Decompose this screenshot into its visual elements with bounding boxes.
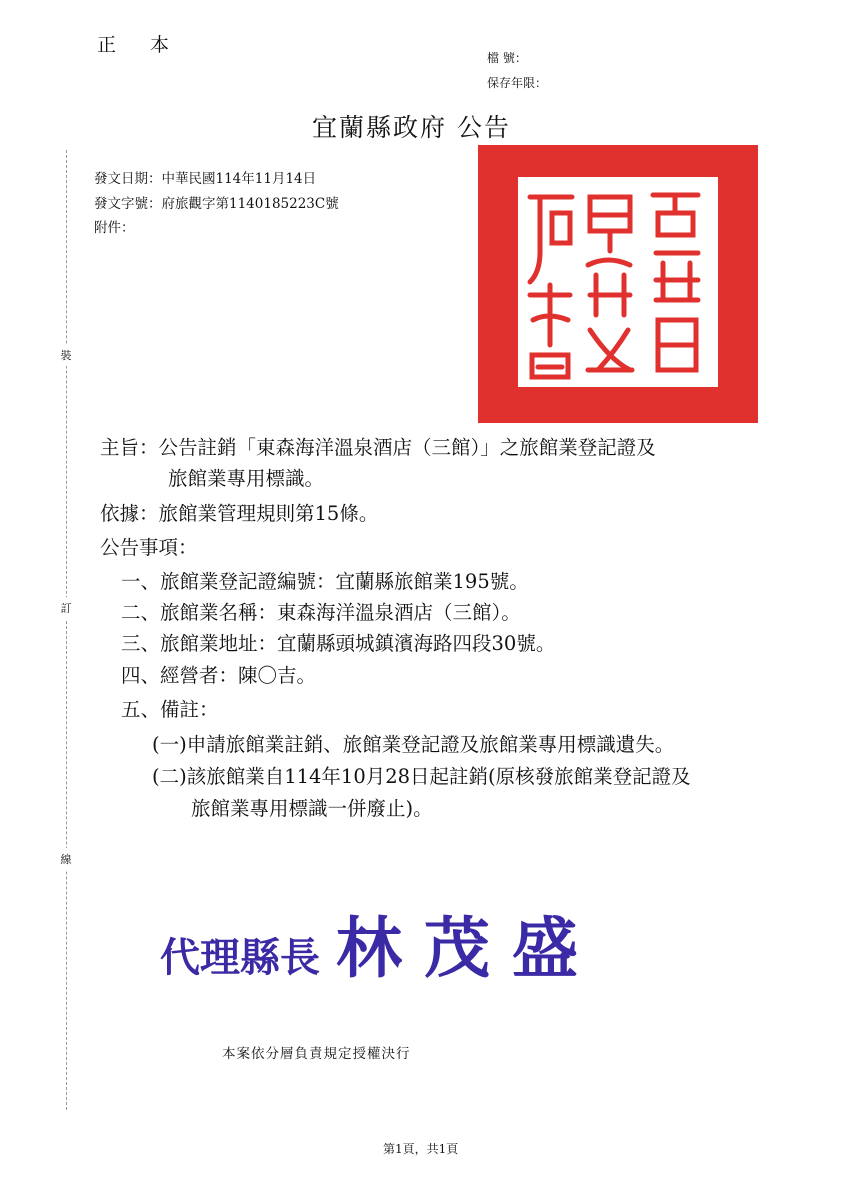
retention-period [487, 74, 547, 91]
list-item: 三、旅館業地址：宜蘭縣頭城鎮濱海路四段30號。 [121, 632, 556, 655]
document-title: 宜蘭縣政府 公告 [312, 113, 511, 142]
list-item: 五、備註： [121, 698, 219, 721]
file-number-label: 檔 號： [487, 51, 527, 65]
signature-title: 代理縣長 [160, 935, 320, 981]
list-item: 四、經營者：陳〇吉。 [121, 664, 317, 687]
basis: 依據：旅館業管理規則第15條。 [100, 502, 379, 525]
page-number: 第1頁，共1頁 [383, 1142, 459, 1156]
binding-mark-ding: 訂 [58, 597, 74, 619]
note-item: (二)該旅館業自114年10月28日起註銷(原核發旅館業登記證及 [152, 765, 691, 788]
attachment: 附件： [94, 220, 135, 236]
subject-line-2: 旅館業專用標識。 [168, 467, 325, 490]
signature-name: 林茂盛 [336, 910, 600, 987]
note-item: (一)申請旅館業註銷、旅館業登記證及旅館業專用標識遺失。 [152, 733, 675, 756]
note-item-continuation: 旅館業專用標識一併廢止)。 [191, 797, 433, 820]
binding-mark-xian: 線 [58, 848, 74, 870]
copy-mark: 正 本 [97, 34, 184, 56]
delegation-note: 本案依分層負責規定授權決行 [222, 1046, 411, 1062]
binding-mark-zhuang: 裝 [58, 344, 74, 366]
signature-stamp [160, 895, 600, 985]
official-seal [478, 145, 758, 423]
items-heading: 公告事項： [100, 536, 198, 559]
subject-line-1: 主旨：公告註銷「東森海洋溫泉酒店（三館）」之旅館業登記證及 [100, 436, 656, 459]
document-number: 發文字號：府旅觀字第1140185223C號 [94, 196, 339, 212]
list-item: 一、旅館業登記證編號：宜蘭縣旅館業195號。 [121, 570, 529, 593]
binding-line [66, 150, 67, 1110]
issue-date: 發文日期：中華民國114年11月14日 [94, 171, 317, 187]
list-item: 二、旅館業名稱：東森海洋溫泉酒店（三館）。 [121, 601, 521, 624]
retention-period-label: 保存年限： [487, 76, 548, 90]
file-number [487, 49, 527, 66]
